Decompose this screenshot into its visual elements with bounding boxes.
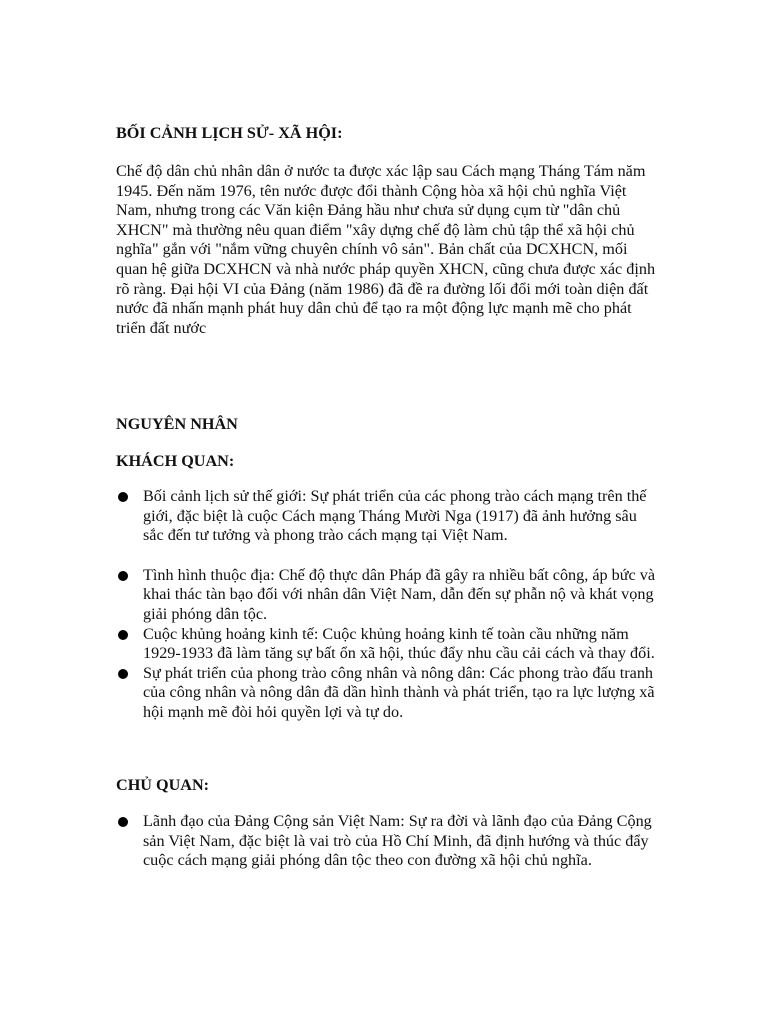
bullet-icon <box>118 492 128 502</box>
list-item <box>116 566 661 625</box>
bullet-icon <box>118 669 128 679</box>
list-item-text: Bối cảnh lịch sử thế giới: Sự phát triển của các phong trào cách mạng trên thế giới, đặc biệt là cuộc Cách mạng Tháng Mười Nga (1917) đã ảnh hưởng sâu sắc đến tư tưởng và phong trào cách mạng tại Việt Nam. <box>143 487 647 545</box>
section-heading-background: BỐI CẢNH LỊCH SỬ- XÃ HỘI: <box>116 124 343 142</box>
list-item-text: Cuộc khủng hoảng kinh tế: Cuộc khủng hoảng kinh tế toàn cầu những năm 1929-1933 đã làm tăng sự bất ổn xã hội, thúc đẩy nhu cầu cải cách và thay đổi. <box>143 624 655 663</box>
bullet-icon <box>118 630 128 640</box>
list-item <box>116 487 661 546</box>
list-item-text: Lãnh đạo của Đảng Cộng sản Việt Nam: Sự ra đời và lãnh đạo của Đảng Cộng sản Việt Nam, đặc biệt là vai trò của Hồ Chí Minh, đã định hướng và thúc đẩy cuộc cách mạng giải phóng dân tộc theo con đường xã hội chủ nghĩa. <box>143 812 652 870</box>
subheading-objective: KHÁCH QUAN: <box>116 452 235 470</box>
list-item <box>116 664 661 723</box>
list-item-text: Sự phát triển của phong trào công nhân và nông dân: Các phong trào đấu tranh của công nhân và nông dân đã dần hình thành và phát triển, tạo ra lực lượng xã hội mạnh mẽ đòi hỏi quyền lợi và tự do. <box>143 663 655 721</box>
objective-bullet-list <box>116 487 661 723</box>
list-item <box>116 812 661 871</box>
list-item-text: Tình hình thuộc địa: Chế độ thực dân Pháp đã gây ra nhiều bất công, áp bức và khai thác tàn bạo đối với nhân dân Việt Nam, dẫn đến sự phẫn nộ và khát vọng giải phóng dân tộc. <box>143 565 656 623</box>
subjective-bullet-list <box>116 812 661 871</box>
section-heading-causes: NGUYÊN NHÂN <box>116 415 238 433</box>
subheading-subjective: CHỦ QUAN: <box>116 776 210 794</box>
bullet-icon <box>118 571 128 581</box>
list-item <box>116 625 661 664</box>
bullet-icon <box>118 817 128 827</box>
background-paragraph: Chế độ dân chủ nhân dân ở nước ta được xác lập sau Cách mạng Tháng Tám năm 1945. Đến năm 1976, tên nước được đổi thành Cộng hòa xã hội chủ nghĩa Việt Nam, nhưng trong các Văn kiện Đảng hầu như chưa sử dụng cụm từ "dân chủ XHCN" mà thường nêu quan điểm "xây dựng chế độ làm chủ tập thể xã hội chủ nghĩa" gắn với "nắm vững chuyên chính vô sản". Bản chất của DCXHCN, mối quan hệ giữa DCXHCN và nhà nước pháp quyền XHCN, cũng chưa được xác định rõ ràng. Đại hội VI của Đảng (năm 1986) đã đề ra đường lối đổi mới toàn diện đất nước đã nhấn mạnh phát huy dân chủ để tạo ra một động lực mạnh mẽ cho phát triển đất nước <box>116 162 656 337</box>
